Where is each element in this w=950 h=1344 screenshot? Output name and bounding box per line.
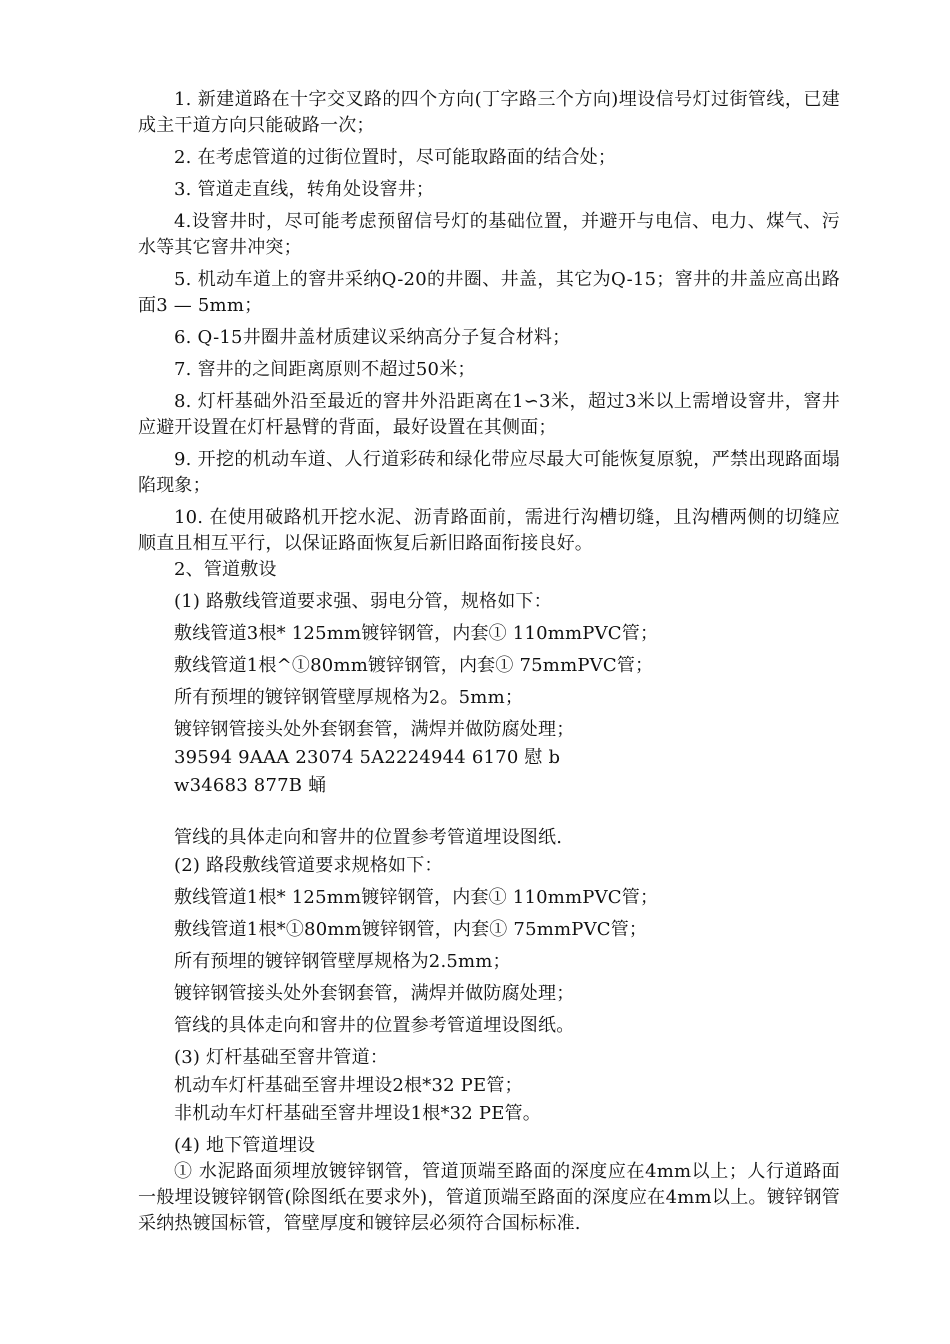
text-line: (2) 路段敷线管道要求规格如下： (174, 855, 443, 876)
text-line: 所有预埋的镀锌钢管壁厚规格为2.5mm； (174, 951, 511, 972)
paragraph: 9. 开挖的机动车道、人行道彩砖和绿化带应尽最大可能恢复原貌，严禁出现路面塌陷现象； (138, 449, 840, 496)
paragraph: ① 水泥路面须埋放镀锌钢管，管道顶端至路面的深度应在4mm以上；人行道路面一般埋设镀锌钢管(除图纸在要求外)，管道顶端至路面的深度应在4mm以上。镀锌钢管采纳热镀国标管，管壁厚度和镀锌层必须符合国标标准. (138, 1161, 840, 1234)
text-line: 敷线管道1根* 125mm镀锌钢管，内套① 110mmPVC管； (174, 887, 659, 908)
text-line: (1) 路敷线管道要求强、弱电分管，规格如下： (174, 591, 552, 612)
text-line: 镀锌钢管接头处外套钢套管，满焊并做防腐处理； (174, 719, 575, 740)
text-line: 管线的具体走向和窨井的位置参考管道埋设图纸. (174, 827, 563, 848)
text-line: (3) 灯杆基础至窨井管道： (174, 1047, 389, 1068)
text-line: 敷线管道1根^①80mm镀锌钢管，内套① 75mmPVC管； (174, 655, 654, 676)
text-line: 敷线管道3根* 125mm镀锌钢管，内套① 110mmPVC管； (174, 623, 659, 644)
text-line: w34683 877B 蛹 (174, 775, 327, 796)
text-line: (4) 地下管道埋设 (174, 1135, 316, 1156)
paragraph: 6. Q-15井圈井盖材质建议采纳高分子复合材料； (174, 327, 571, 348)
paragraph: 8. 灯杆基础外沿至最近的窨井外沿距离在1∽3米，超过3米以上需增设窨井，窨井应避开设置在灯杆悬臂的背面，最好设置在其侧面； (138, 391, 840, 438)
text-line: 所有预埋的镀锌钢管壁厚规格为2。5mm； (174, 687, 524, 708)
paragraph: 7. 窨井的之间距离原则不超过50米； (174, 359, 476, 380)
paragraph: 10. 在使用破路机开挖水泥、沥青路面前，需进行沟槽切缝，且沟槽两侧的切缝应顺直且相互平行，以保证路面恢复后新旧路面衔接良好。 (138, 507, 840, 554)
paragraph: 5. 机动车道上的窨井采纳Q-20的井圈、井盖，其它为Q-15；窨井的井盖应高出路面3 — 5mm； (138, 269, 840, 316)
paragraph: 3. 管道走直线，转角处设窨井； (174, 179, 435, 200)
blank-line (138, 799, 840, 825)
paragraph: 1. 新建道路在十字交叉路的四个方向(丁字路三个方向)埋设信号灯过街管线，已建成主干道方向只能破路一次； (138, 89, 840, 136)
paragraph: 4.设窨井时，尽可能考虑预留信号灯的基础位置，并避开与电信、电力、煤气、污水等其它窨井冲突； (138, 211, 840, 258)
paragraph: 2. 在考虑管道的过街位置时，尽可能取路面的结合处； (174, 147, 617, 168)
text-line: 2、管道敷设 (174, 559, 277, 580)
text-line: 管线的具体走向和窨井的位置参考管道埋设图纸。 (174, 1015, 575, 1036)
text-line: 机动车灯杆基础至窨井埋设2根*32 PE管； (174, 1075, 523, 1096)
text-line: 镀锌钢管接头处外套钢套管，满焊并做防腐处理； (174, 983, 575, 1004)
text-line: 非机动车灯杆基础至窨井埋设1根*32 PE管。 (174, 1103, 541, 1124)
document-body (138, 87, 840, 1237)
text-line: 敷线管道1根*①80mm镀锌钢管，内套① 75mmPVC管； (174, 919, 648, 940)
text-line: 39594 9AAA 23074 5A2224944 6170 慰 b (174, 747, 561, 768)
